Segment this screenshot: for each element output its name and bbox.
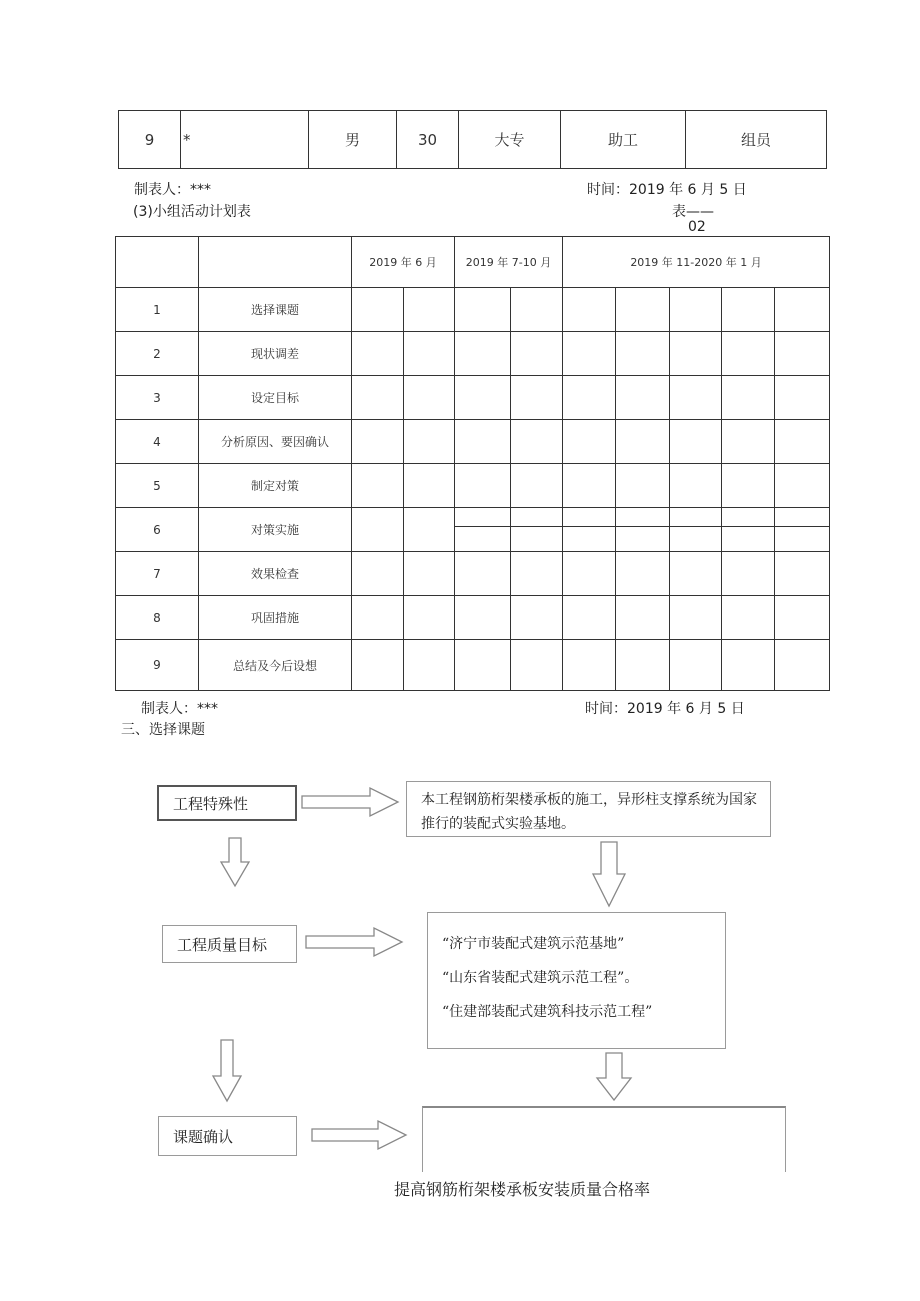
table-time-2: 时间：2019 年 6 月 5 日 <box>585 701 745 717</box>
step-number: 8 <box>116 596 199 640</box>
section-title: 三、选择课题 <box>121 722 205 738</box>
quality-line-1: “济宁市装配式建筑示范基地” <box>442 936 625 952</box>
step-name: 现状调差 <box>199 332 352 376</box>
period-header-3: 2019 年 11-2020 年 1 月 <box>563 237 830 288</box>
table-number-b: 02 <box>688 219 706 235</box>
arrow-down-icon <box>593 842 625 906</box>
period-header-1: 2019 年 6 月 <box>352 237 455 288</box>
step-name: 选择课题 <box>199 288 352 332</box>
arrow-right-icon <box>302 788 398 816</box>
step-name: 对策实施 <box>199 508 352 552</box>
table-maker-2: 制表人：*** <box>141 701 218 717</box>
member-no: 9 <box>119 111 181 169</box>
step-name: 设定目标 <box>199 376 352 420</box>
step-name: 巩固措施 <box>199 596 352 640</box>
arrow-down-icon <box>221 838 249 886</box>
step-number: 4 <box>116 420 199 464</box>
member-gender: 男 <box>309 111 397 169</box>
step-number: 2 <box>116 332 199 376</box>
arrow-down-icon <box>213 1040 241 1101</box>
step-name: 制定对策 <box>199 464 352 508</box>
member-title: 助工 <box>561 111 686 169</box>
flow-label-quality: 工程质量目标 <box>162 925 297 963</box>
step-number: 6 <box>116 508 199 552</box>
plan-caption: (3)小组活动计划表 <box>133 204 251 220</box>
table-time-1: 时间：2019 年 6 月 5 日 <box>587 182 747 198</box>
step-name: 分析原因、要因确认 <box>199 420 352 464</box>
step-number: 9 <box>116 640 199 691</box>
quality-line-2: “山东省装配式建筑示范工程”。 <box>442 970 639 986</box>
step-number: 1 <box>116 288 199 332</box>
table-maker-1: 制表人：*** <box>134 182 211 198</box>
flow-label-special: 工程特殊性 <box>157 785 297 821</box>
quality-line-3: “住建部装配式建筑科技示范工程” <box>442 1004 653 1020</box>
arrow-right-icon <box>312 1121 406 1149</box>
flow-text-special: 本工程钢筋桁架楼承板的施工，异形柱支撑系统为国家推行的装配式实验基地。 <box>406 781 771 837</box>
member-name: * <box>181 111 309 169</box>
arrow-down-icon <box>597 1053 631 1100</box>
period-header-2: 2019 年 7-10 月 <box>455 237 563 288</box>
member-education: 大专 <box>459 111 561 169</box>
arrow-right-icon <box>306 928 402 956</box>
member-age: 30 <box>397 111 459 169</box>
step-name: 效果检查 <box>199 552 352 596</box>
step-number: 3 <box>116 376 199 420</box>
step-number: 7 <box>116 552 199 596</box>
member-role: 组员 <box>686 111 827 169</box>
flow-label-topic: 课题确认 <box>158 1116 297 1156</box>
table-number-a: 表—— <box>672 204 714 220</box>
step-number: 5 <box>116 464 199 508</box>
step-name: 总结及今后设想 <box>199 640 352 691</box>
flow-text-topic: 提高钢筋桁架楼承板安装质量合格率 <box>394 1180 651 1199</box>
